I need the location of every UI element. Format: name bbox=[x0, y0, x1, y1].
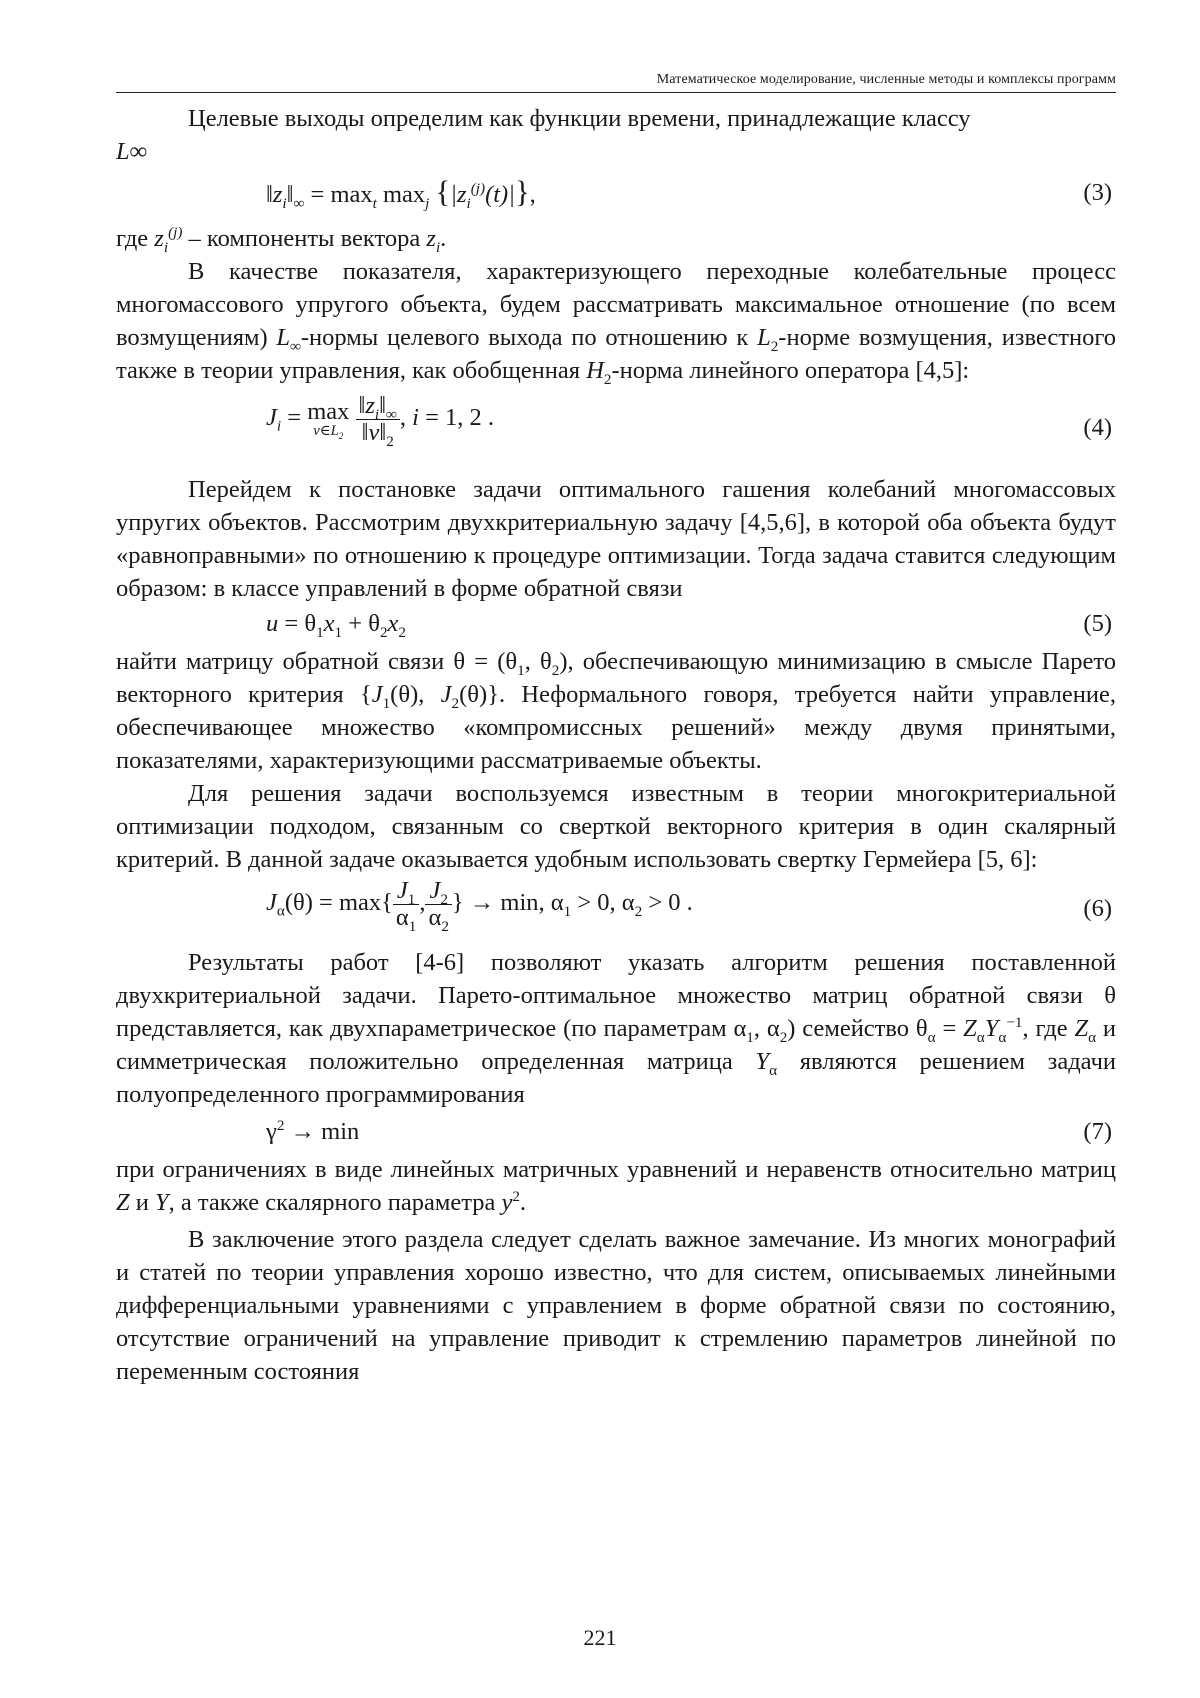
equation-4-number: (4) bbox=[1083, 414, 1112, 441]
paragraph-7: Результаты работ [4-6] позволяют указать алгоритм решения поставленной двухкритериальной задачи. Парето-оптимальное множество матриц обратной связи θ представляется, как двухпараметрическое (по параметрам $\alpha_1$, $\alpha_2$) семейство $\theta_\alpha = Z_\alpha Y_\alpha^{-1}$, где $Z_\alpha$ и симметрическая положительно определенная матрица $Y_\alpha$ являются решением задачи полуопределенного программирования bbox=[116, 949, 1117, 1108]
paragraph-8: при ограничениях в виде линейных матричных уравнений и неравенств относительно матриц Z и Y, а также скалярного параметра $y^2$. bbox=[116, 1156, 1116, 1216]
equation-3-formula: $‖z_i‖_\infty = \max_t \max_j \{|z_i^{(j)}(t)|\}$, bbox=[266, 175, 536, 212]
equation-6-formula: $J_\alpha(\theta) = \max${ $\frac{J_1}{\alpha_1}$ , $\frac{J_2}{\alpha_2}$ } → min, $\alpha_1 > 0$, $\alpha_2 > 0$ . bbox=[266, 877, 693, 935]
class-symbol: L∞ bbox=[116, 138, 148, 165]
equation-3 bbox=[116, 170, 1116, 220]
paragraph-2: где $z_i^{(j)}$ – компоненты вектора $z_i$. bbox=[116, 223, 447, 256]
equation-6 bbox=[116, 878, 1116, 944]
equation-4 bbox=[116, 389, 1116, 471]
page-number: 221 bbox=[583, 1625, 617, 1650]
paragraph-6: Для решения задачи воспользуемся известным в теории многокритериальной оптимизации подходом, связанным со сверткой векторного критерия в один скалярный критерий. В данной задаче оказывается удобным использовать свертку Гермейера [5, 6]: bbox=[116, 780, 1116, 873]
equation-6-number: (6) bbox=[1083, 895, 1112, 922]
paragraph-3: В качестве показателя, характеризующего переходные колебательные процесс многомассового упругого объекта, будем рассматривать максимальное отношение (по всем возмущениям) $L_\infty$-нормы целевого выхода по отношению к $L_2$-норме возмущения, известного также в теории управления, как обобщенная $H_2$-норма линейного оператора [4,5]: bbox=[116, 258, 1117, 388]
equation-3-number: (3) bbox=[1083, 179, 1112, 206]
equation-5 bbox=[116, 607, 1116, 643]
equation-5-formula: $u = \theta_1x_1 + \theta_2x_2$ bbox=[266, 610, 406, 641]
equation-7 bbox=[116, 1113, 1116, 1151]
paragraph-5: найти матрицу обратной связи $\theta = (\theta_1$, $\theta_2$), обеспечивающую минимизацию в смысле Парето векторного критерия {$J_1(\theta)$, $J_2(\theta)$}. Неформального говоря, требуется найти управление, обеспечивающее множество «компромиссных решений» между двумя принятыми, показателями, характеризующими рассматриваемые объекты. bbox=[116, 648, 1117, 774]
paragraph-1: Целевые выходы определим как функции времени, принадлежащие классу L∞ bbox=[116, 105, 971, 165]
paragraph-4: Перейдем к постановке задачи оптимального гашения колебаний многомассовых упругих объектов. Рассмотрим двухкритериальную задачу [4,5,6], в которой оба объекта будут «равноправными» по отношению к процедуре оптимизации. Тогда задача ставится следующим образом: в классе управлений в форме обратной связи bbox=[116, 476, 1116, 602]
paragraph-9: В заключение этого раздела следует сделать важное замечание. Из многих монографий и статей по теории управления хорошо известно, что для систем, описываемых линейными дифференциальными уравнениями с управлением в форме обратной связи по состоянию, отсутствие ограничений на управление приводит к стремлению параметров линейной по переменным состояния bbox=[116, 1226, 1116, 1385]
equation-4-formula: $J_i$ = max $v\in L_2$ $\frac{‖z_i‖_\infty}{‖v‖_2}$ , i = 1, 2 . bbox=[266, 392, 495, 450]
running-header: Математическое моделирование, численные методы и комплексы программ bbox=[656, 72, 1116, 87]
equation-7-number: (7) bbox=[1083, 1118, 1112, 1145]
equation-5-number: (5) bbox=[1083, 610, 1112, 637]
article-body bbox=[116, 102, 1116, 1388]
header-rule bbox=[116, 92, 1116, 93]
equation-7-formula: $\gamma^2 \to \min$ bbox=[266, 1116, 360, 1145]
